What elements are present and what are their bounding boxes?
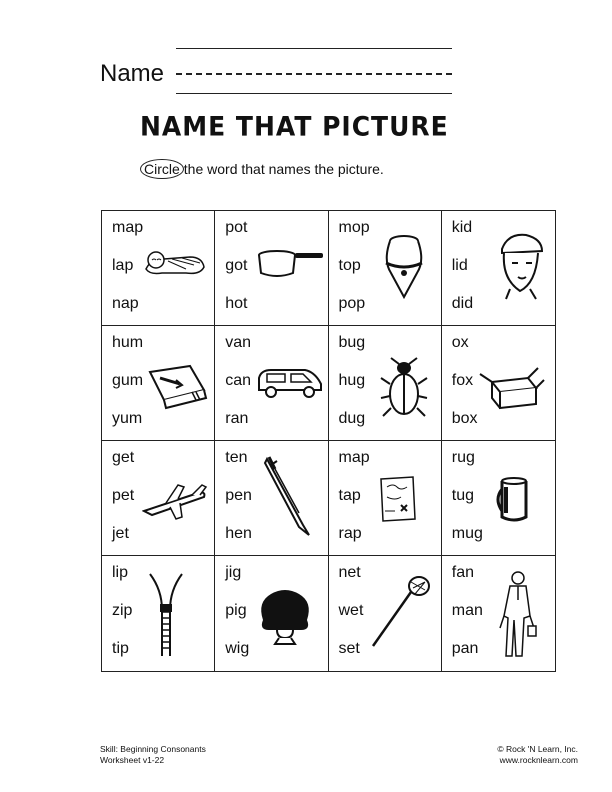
treasure-map-icon (377, 475, 419, 523)
word-option[interactable]: lap (112, 257, 134, 274)
word-option[interactable]: hot (225, 295, 248, 312)
jet-plane-icon (142, 481, 208, 521)
word-option[interactable]: hum (112, 334, 144, 351)
spinning-top-icon (381, 233, 427, 303)
grid-cell (442, 556, 555, 671)
instruction-circled-word: Circle (140, 159, 184, 179)
word-option[interactable]: man (451, 602, 483, 619)
open-box-icon (478, 366, 546, 412)
word-option[interactable]: fox (451, 372, 474, 389)
grid-cell (329, 556, 442, 671)
instructions (140, 161, 384, 177)
footer-left (100, 744, 206, 766)
word-option[interactable]: pop (338, 295, 366, 312)
grid-cell (215, 326, 328, 441)
baby-sleeping-icon (142, 243, 208, 279)
grid-cell (215, 211, 328, 326)
word-option[interactable]: tip (112, 640, 129, 657)
businessman-icon (498, 570, 538, 662)
word-option[interactable]: bug (338, 334, 366, 351)
word-option[interactable]: nap (112, 295, 139, 312)
gum-pack-icon (146, 364, 208, 410)
word-option[interactable]: pen (225, 487, 252, 504)
name-line-bottom (176, 93, 452, 94)
word-option[interactable]: zip (112, 602, 133, 619)
word-option[interactable]: lip (112, 564, 129, 581)
word-option[interactable]: ox (451, 334, 469, 351)
word-option[interactable]: pot (225, 219, 248, 236)
word-option[interactable]: wet (338, 602, 364, 619)
mug-icon (496, 475, 540, 525)
word-option[interactable]: box (451, 410, 478, 427)
worksheet-id: Worksheet v1-22 (100, 755, 165, 765)
pen-icon (263, 455, 313, 541)
copyright: © Rock 'N Learn, Inc. (497, 744, 578, 754)
grid-cell (102, 211, 215, 326)
grid-cell (442, 211, 555, 326)
picture-grid (101, 210, 556, 672)
name-label-text: Name (100, 60, 165, 87)
word-option[interactable]: lid (451, 257, 468, 274)
grid-cell (329, 211, 442, 326)
wig-icon (255, 586, 315, 646)
grid-cell (102, 441, 215, 556)
grid-cell (442, 441, 555, 556)
word-option[interactable]: hug (338, 372, 366, 389)
word-option[interactable]: ran (225, 410, 249, 427)
word-option[interactable]: get (112, 449, 135, 466)
word-option[interactable]: jet (112, 525, 129, 542)
grid-cell (329, 326, 442, 441)
kid-face-icon (496, 231, 546, 301)
grid-cell (215, 441, 328, 556)
butterfly-net-icon (369, 574, 433, 650)
skill-label: Skill: Beginning Consonants (100, 744, 206, 754)
word-option[interactable]: jig (225, 564, 242, 581)
beetle-icon (379, 356, 429, 422)
zipper-icon (146, 570, 186, 660)
word-option[interactable]: got (225, 257, 248, 274)
name-line-top (176, 48, 452, 49)
word-option[interactable]: net (338, 564, 361, 581)
word-option[interactable]: top (338, 257, 361, 274)
word-option[interactable]: hen (225, 525, 252, 542)
word-option[interactable]: mug (451, 525, 483, 542)
word-option[interactable]: wig (225, 640, 250, 657)
word-option[interactable]: dug (338, 410, 366, 427)
instruction-text: the word that names the picture. (183, 161, 384, 177)
word-option[interactable]: map (112, 219, 144, 236)
worksheet-title: NAME THAT PICTURE (140, 111, 449, 142)
word-option[interactable]: pet (112, 487, 135, 504)
grid-cell (215, 556, 328, 671)
van-icon (255, 366, 325, 400)
word-option[interactable]: can (225, 372, 252, 389)
word-option[interactable]: yum (112, 410, 143, 427)
grid-cell (442, 326, 555, 441)
word-option[interactable]: rap (338, 525, 362, 542)
word-option[interactable]: did (451, 295, 474, 312)
name-line-dashed[interactable] (176, 73, 452, 75)
grid-cell (102, 326, 215, 441)
word-option[interactable]: gum (112, 372, 144, 389)
word-option[interactable]: tap (338, 487, 361, 504)
word-option[interactable]: set (338, 640, 360, 657)
grid-cell (102, 556, 215, 671)
word-option[interactable]: tug (451, 487, 474, 504)
grid-cell (329, 441, 442, 556)
word-option[interactable]: map (338, 449, 370, 466)
word-option[interactable]: mop (338, 219, 370, 236)
website-link[interactable]: www.rocknlearn.com (499, 755, 578, 765)
word-option[interactable]: ten (225, 449, 248, 466)
word-option[interactable]: pig (225, 602, 247, 619)
word-option[interactable]: rug (451, 449, 475, 466)
word-option[interactable]: fan (451, 564, 474, 581)
footer-right (497, 744, 578, 766)
pot-icon (255, 247, 325, 279)
word-option[interactable]: pan (451, 640, 479, 657)
word-option[interactable]: kid (451, 219, 473, 236)
word-option[interactable]: van (225, 334, 252, 351)
